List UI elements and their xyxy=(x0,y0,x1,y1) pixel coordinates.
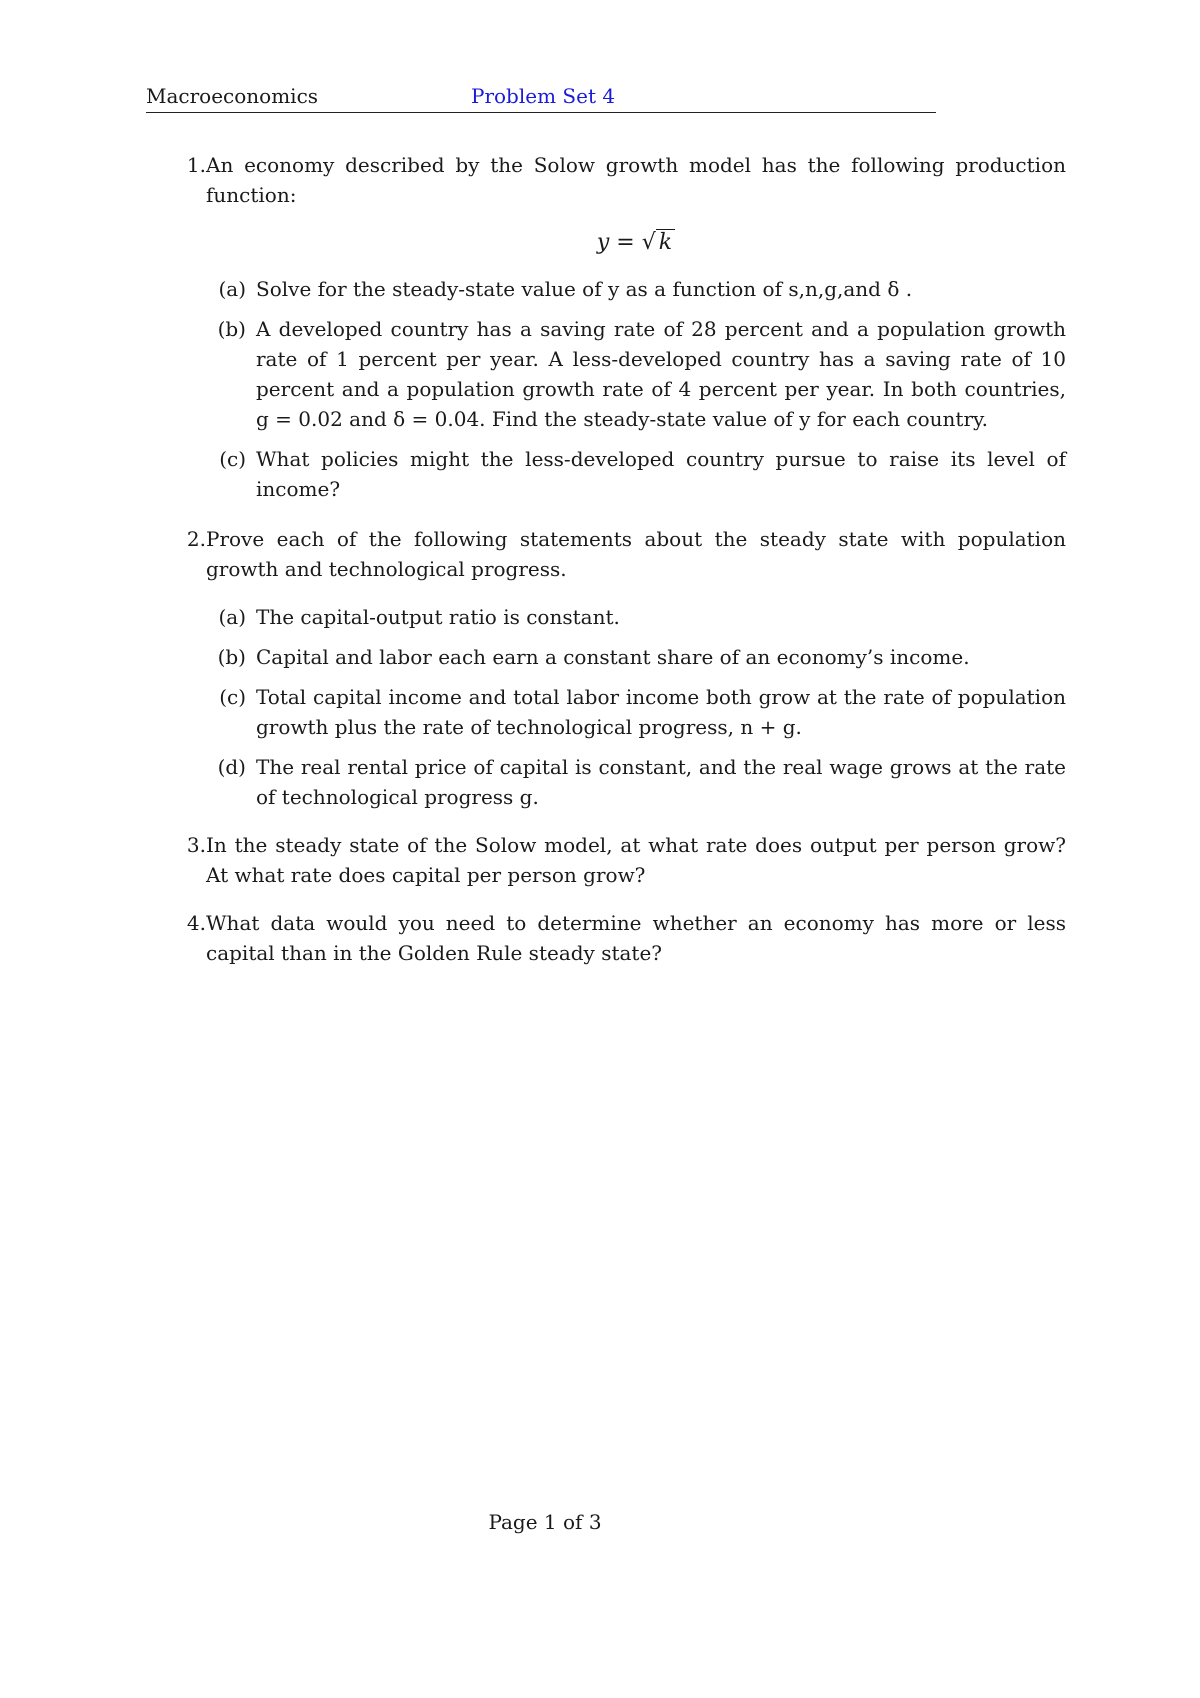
subquestion-1a xyxy=(206,274,1066,304)
question-text: An economy described by the Solow growth model has the following production function: xyxy=(206,153,1066,207)
page-header xyxy=(146,76,936,113)
formula-lhs: y = xyxy=(596,230,635,255)
subquestion-label: (b) xyxy=(217,317,246,341)
question-3 xyxy=(146,830,1066,890)
question-text: Prove each of the following statements about the steady state with population growth and technological progress. xyxy=(206,527,1066,581)
subquestion-text: Total capital income and total labor income both grow at the rate of population growth plus the rate of technological progress, n + g. xyxy=(256,685,1066,739)
subquestion-1c xyxy=(206,444,1066,504)
subquestion-label: (a) xyxy=(218,605,246,629)
page-footer xyxy=(0,1510,1090,1534)
subquestion-label: (a) xyxy=(218,277,246,301)
subquestion-text: The real rental price of capital is constant, and the real wage grows at the rate of technological progress g. xyxy=(256,755,1066,809)
subquestion-label: (c) xyxy=(219,685,246,709)
course-name: Macroeconomics xyxy=(146,84,319,108)
subquestion-list xyxy=(206,602,1066,812)
subquestion-2b xyxy=(206,642,1066,672)
page-number: Page 1 of 3 xyxy=(488,1510,602,1534)
sqrt-symbol: √ xyxy=(641,230,656,255)
subquestion-text: A developed country has a saving rate of 28 percent and a population growth rate of 1 percent per year. A less-developed country has a saving rate of 10 percent and a population growth rate of 4 percent per year. In both countries, g = 0.02 and δ = 0.04. Find the steady-state value of y for each country. xyxy=(256,317,1066,431)
subquestion-text: Capital and labor each earn a constant share of an economy’s income. xyxy=(256,645,970,669)
question-number: 1. xyxy=(186,153,206,177)
question-text: What data would you need to determine whether an economy has more or less capital than in the Golden Rule steady state? xyxy=(206,911,1066,965)
subquestion-2a xyxy=(206,602,1066,632)
subquestion-list xyxy=(206,274,1066,504)
subquestion-text: The capital-output ratio is constant. xyxy=(256,605,620,629)
subquestion-label: (c) xyxy=(219,447,246,471)
subquestion-label: (b) xyxy=(217,645,246,669)
formula-radicand: k xyxy=(656,229,675,255)
question-number: 3. xyxy=(186,833,206,857)
question-2 xyxy=(146,524,1066,812)
question-4 xyxy=(146,908,1066,968)
problem-set-title: Problem Set 4 xyxy=(471,84,616,108)
question-number: 2. xyxy=(186,527,206,551)
question-number: 4. xyxy=(186,911,206,935)
problem-list xyxy=(146,150,1066,968)
question-text: In the steady state of the Solow model, at what rate does output per person grow? At what rate does capital per person grow? xyxy=(206,833,1066,887)
subquestion-2d xyxy=(206,752,1066,812)
question-1 xyxy=(146,150,1066,504)
subquestion-label: (d) xyxy=(217,755,246,779)
subquestion-2c xyxy=(206,682,1066,742)
subquestion-1b xyxy=(206,314,1066,434)
subquestion-text: What policies might the less-developed country pursue to raise its level of income? xyxy=(256,447,1066,501)
production-function-formula xyxy=(206,228,1066,258)
subquestion-text: Solve for the steady-state value of y as a function of s,n,g,and δ . xyxy=(256,277,913,301)
